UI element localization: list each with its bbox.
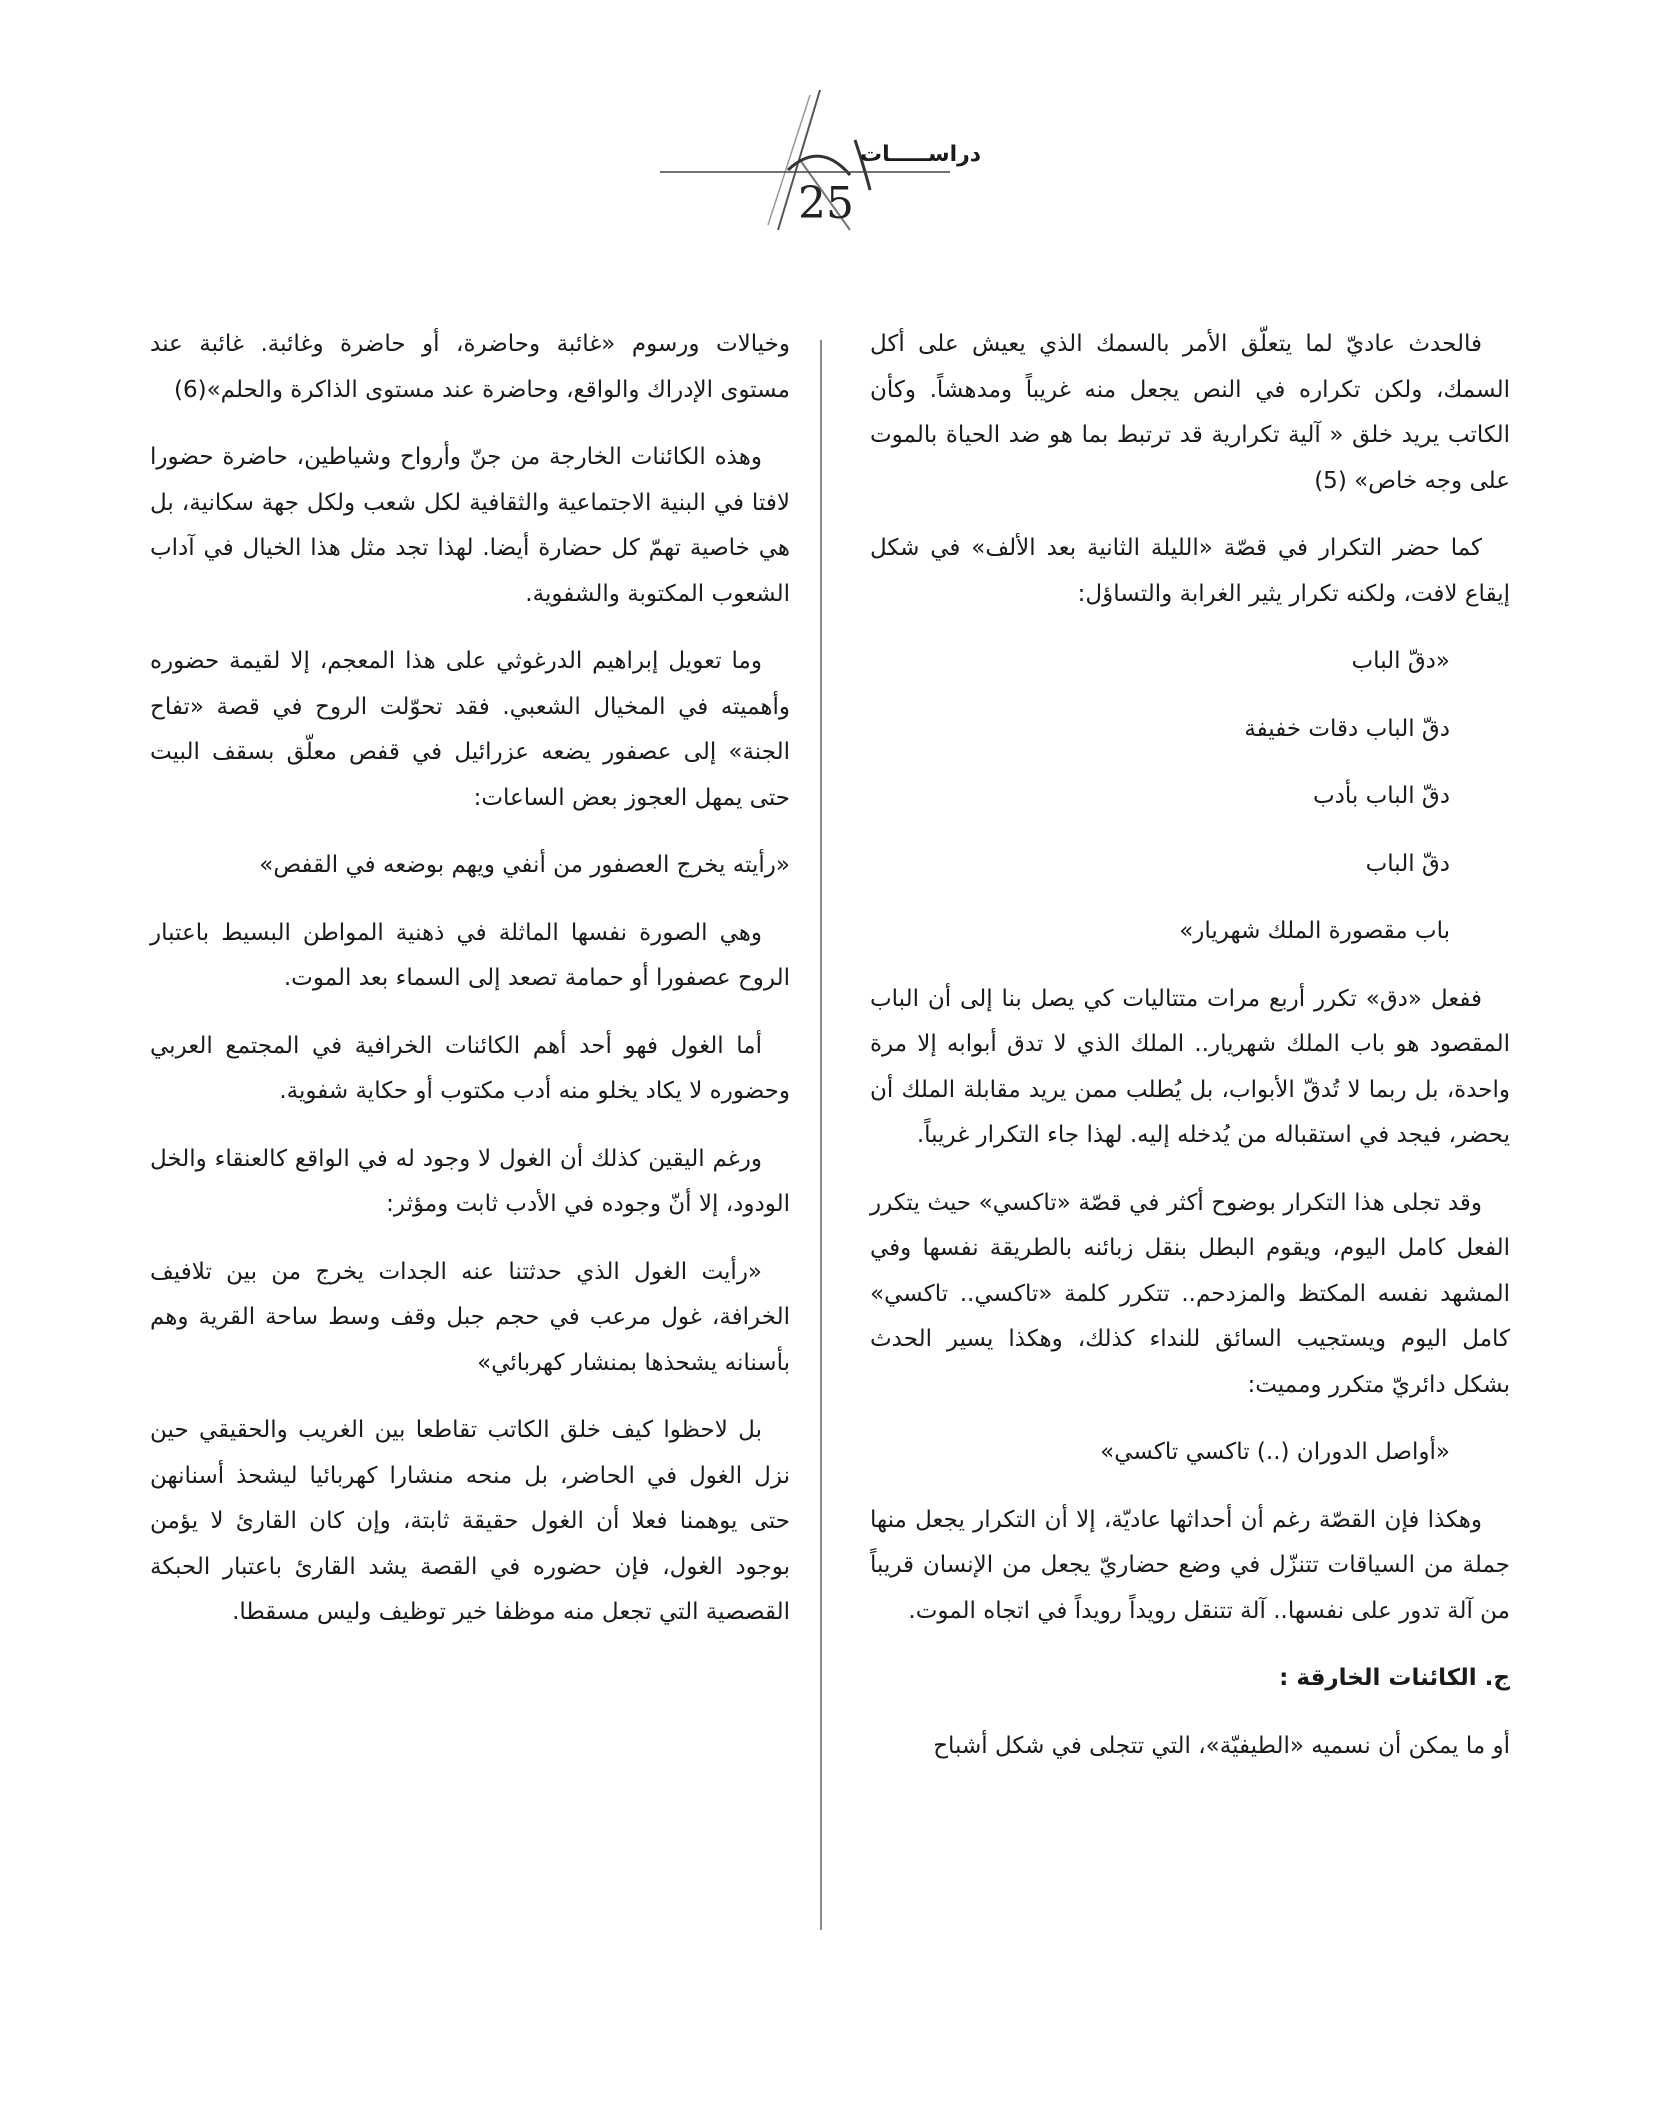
- paragraph: «دقّ الباب: [1351, 648, 1450, 674]
- page-number: 25: [798, 178, 854, 229]
- paragraph: أما الغول فهو أحد أهم الكائنات الخرافية في المجتمع العربي وحضوره لا يكاد يخلو منه أدب مكتوب أو حكاية شفوية.: [150, 1032, 790, 1104]
- section-label: دراســـــات: [860, 142, 982, 167]
- left-text-column: [150, 322, 790, 1658]
- paragraph: وهذه الكائنات الخارجة من جنّ وأرواح وشياطين، حاضرة حضورا لافتا في البنية الاجتماعية والثقافية لكل شعب ولكل جهة سكانية، بل هي خاصية تهمّ كل حضارة أيضا. لهذا تجد مثل هذا الخيال في آداب الشعوب المكتوبة والشفوية.: [150, 444, 790, 607]
- paragraph: «رأيت الغول الذي حدثتنا عنه الجدات يخرج من بين تلافيف الخرافة، غول مرعب في حجم جبل وقف وسط ساحة القرية وهم بأسنانه يشحذها بمنشار كهربائي»: [150, 1258, 790, 1376]
- paragraph: فالحدث عاديّ لما يتعلّق الأمر بالسمك الذي يعيش على أكل السمك، ولكن تكراره في النص يجعل منه غريباً ومدهشاً. وكأن الكاتب يريد خلق « آلية تكرارية قد ترتبط بما هو ضد الحياة بالموت على وجه خاص» (5): [870, 331, 1510, 494]
- paragraph: أو ما يمكن أن نسميه «الطيفيّة»، التي تتجلى في شكل أشباح: [933, 1732, 1510, 1759]
- paragraph: وهكذا فإن القصّة رغم أن أحداثها عاديّة، إلا أن التكرار يجعل منها جملة من السياقات تتنزّل في وضع حضاريّ يجعل من الإنسان قريباً من آلة تدور على نفسها.. آلة تتنقل رويداً رويداً في اتجاه الموت.: [870, 1506, 1510, 1624]
- paragraph: دقّ الباب: [1365, 850, 1450, 877]
- right-text-column: [870, 322, 1510, 1791]
- paragraph: دقّ الباب دقات خفيفة: [1244, 715, 1450, 742]
- paragraph: «أواصل الدوران (..) تاكسي تاكسي»: [1100, 1439, 1450, 1465]
- section-heading: ج. الكائنات الخارقة :: [1279, 1665, 1510, 1691]
- paragraph: وقد تجلى هذا التكرار بوضوح أكثر في قصّة «تاكسي» حيث يتكرر الفعل كامل اليوم، ويقوم البطل بنقل زبائنه بالطريقة نفسها وفي المشهد نفسه المكتظ والمزدحم.. تتكرر كلمة «تاكسي.. تاكسي» كامل اليوم ويستجيب السائق للنداء كذلك، وهكذا يسير الحدث بشكل دائريّ متكرر ومميت:: [870, 1189, 1510, 1398]
- paragraph: وخيالات ورسوم «غائبة وحاضرة، أو حاضرة وغائبة. غائبة عند مستوى الإدراك والواقع، وحاضرة عند مستوى الذاكرة والحلم»(6): [150, 331, 790, 403]
- paragraph: وما تعويل إبراهيم الدرغوثي على هذا المعجم، إلا لقيمة حضوره وأهميته في المخيال الشعبي. فقد تحوّلت الروح في قصة «تفاح الجنة» إلى عصفور يضعه عزرائيل في قفص معلّق بسقف البيت حتى يمهل العجوز بعض الساعات:: [150, 648, 790, 811]
- paragraph: وهي الصورة نفسها الماثلة في ذهنية المواطن البسيط باعتبار الروح عصفورا أو حمامة تصعد إلى السماء بعد الموت.: [150, 919, 790, 991]
- paragraph: دقّ الباب بأدب: [1312, 783, 1450, 809]
- page-header: [660, 80, 1020, 250]
- paragraph: ورغم اليقين كذلك أن الغول لا وجود له في الواقع كالعنقاء والخل الودود، إلا أنّ وجوده في الأدب ثابت ومؤثر:: [150, 1145, 790, 1217]
- column-divider: [820, 340, 822, 1930]
- paragraph: كما حضر التكرار في قصّة «الليلة الثانية بعد الألف» في شكل إيقاع لافت، ولكنه تكرار يثير الغرابة والتساؤل:: [870, 535, 1510, 607]
- paragraph: «رأيته يخرج العصفور من أنفي ويهم بوضعه في القفص»: [259, 852, 790, 878]
- paragraph: باب مقصورة الملك شهريار»: [1179, 918, 1450, 944]
- paragraph: ففعل «دق» تكرر أربع مرات متتاليات كي يصل بنا إلى أن الباب المقصود هو باب الملك شهريار.. الملك الذي لا تدق أبوابه إلا مرة واحدة، بل ربما لا تُدقّ الأبواب، بل يُطلب ممن يريد مقابلة الملك أن يحضر، فيجد في استقباله من يُدخله إليه. لهذا جاء التكرار غريباً.: [870, 985, 1510, 1148]
- paragraph: بل لاحظوا كيف خلق الكاتب تقاطعا بين الغريب والحقيقي حين نزل الغول في الحاضر، بل منحه منشارا كهربائيا ليشحذ أسنانهن حتى يوهمنا فعلا أن الغول حقيقة ثابتة، وإن كان القارئ لا يؤمن بوجود الغول، فإن حضوره في القصة يشد القارئ باعتبار الحبكة القصصية التي تجعل منه موظفا خير توظيف وليس مسقطا.: [150, 1417, 790, 1625]
